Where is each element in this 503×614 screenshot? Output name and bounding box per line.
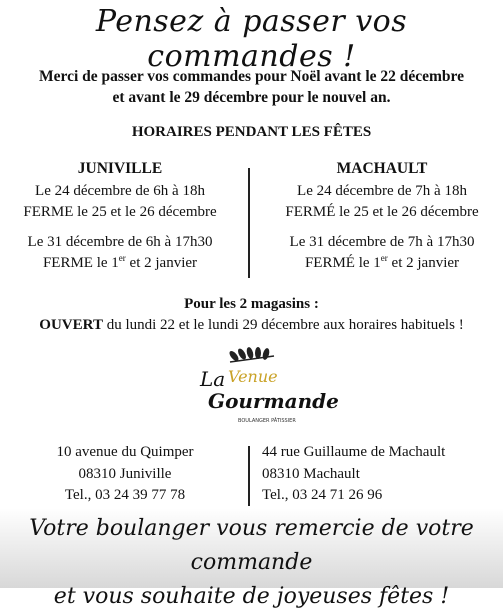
logo-word-gourmande: Gourmande (208, 389, 339, 413)
hours-line: Le 24 décembre de 6h à 18h (35, 182, 205, 199)
logo-word-venue: Venue (228, 367, 278, 386)
footer-line-2: et vous souhaite de joyeuses fêtes ! (53, 584, 450, 609)
store-machault-hours (262, 158, 502, 275)
hours-line: FERMÉ le 1er et 2 janvier (304, 253, 460, 271)
brand-logo (194, 348, 339, 432)
hours-line: Le 31 décembre de 7h à 17h30 (289, 233, 475, 250)
both-stores-notice (0, 294, 503, 336)
address-phone: Tel., 03 24 71 26 96 (262, 487, 383, 503)
logo-word-la: La (200, 367, 226, 391)
hours-line: Le 24 décembre de 7h à 18h (297, 182, 467, 199)
footer-line-1: Votre boulanger vous remercie de votre commande (29, 516, 474, 575)
both-stores-title: Pour les 2 magasins : (184, 296, 319, 312)
address-street: 10 avenue du Quimper (56, 444, 194, 460)
address-city: 08310 Machault (262, 465, 360, 482)
headline: Pensez à passer vos commandes ! (95, 4, 408, 74)
hours-section-title: HORAIRES PENDANT LES FÊTES (131, 124, 372, 140)
address-city: 08310 Juniville (78, 465, 172, 482)
hours-line: FERMÉ le 25 et le 26 décembre (285, 204, 479, 220)
logo-tagline: BOULANGER PÂTISSIER (238, 418, 296, 424)
footer-message (0, 512, 503, 614)
wheat-icon (194, 348, 339, 432)
hours-line: FERME le 1er et 2 janvier (42, 253, 198, 271)
address-phone: Tel., 03 24 39 77 78 (64, 487, 186, 503)
column-divider (248, 168, 250, 278)
store-name: JUNIVILLE (77, 160, 163, 177)
intro-line-2: et avant le 29 décembre pour le nouvel an. (112, 89, 391, 106)
address-divider (248, 446, 250, 506)
both-stores-open-line: OUVERT du lundi 22 et le lundi 29 décembre aux horaires habituels ! (39, 317, 464, 333)
address-machault (262, 442, 492, 507)
address-street: 44 rue Guillaume de Machault (262, 444, 446, 460)
intro-text (0, 66, 503, 108)
hours-line: FERME le 25 et le 26 décembre (23, 204, 217, 220)
hours-line: Le 31 décembre de 6h à 17h30 (27, 233, 213, 250)
store-juniville-hours (0, 158, 240, 275)
store-name: MACHAULT (336, 160, 428, 177)
intro-line-1: Merci de passer vos commandes pour Noël avant le 22 décembre (38, 68, 465, 85)
address-juniville (10, 442, 240, 507)
